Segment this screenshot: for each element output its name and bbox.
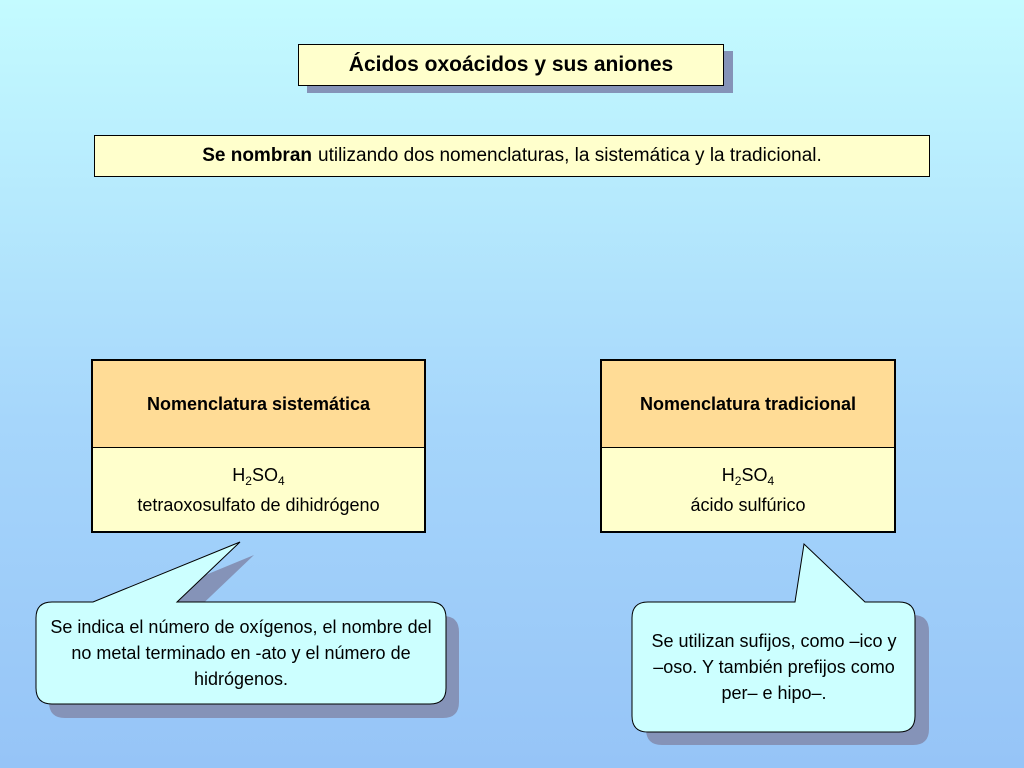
table-tradicional-body [602, 448, 894, 531]
compound-name-tradicional: ácido sulfúrico [690, 494, 806, 515]
table-sistematica-header: Nomenclatura sistemática [93, 361, 424, 448]
intro-rest-text: utilizando dos nomenclaturas, la sistemática y la tradicional. [318, 145, 822, 166]
table-tradicional-header: Nomenclatura tradicional [602, 361, 894, 448]
intro-bold-text: Se nombran [202, 145, 313, 166]
compound-name-sistematica: tetraoxosulfato de dihidrógeno [137, 494, 380, 515]
page-title-text: Ácidos oxoácidos y sus aniones [348, 53, 674, 76]
table-sistematica [91, 359, 426, 533]
callout-left-text: Se indica el número de oxígenos, el nombre del no metal terminado en -ato y el número de hidrógenos. [50, 617, 432, 689]
callout-right-text: Se utilizan sufijos, como –ico y –oso. Y también prefijos como per– e hipo–. [651, 631, 897, 703]
table-sistematica-body [93, 448, 424, 531]
formula-sistematica: $H_2SO_4$ [232, 464, 285, 488]
formula-tradicional: $H_2SO_4$ [721, 464, 775, 488]
table-tradicional [600, 359, 896, 533]
